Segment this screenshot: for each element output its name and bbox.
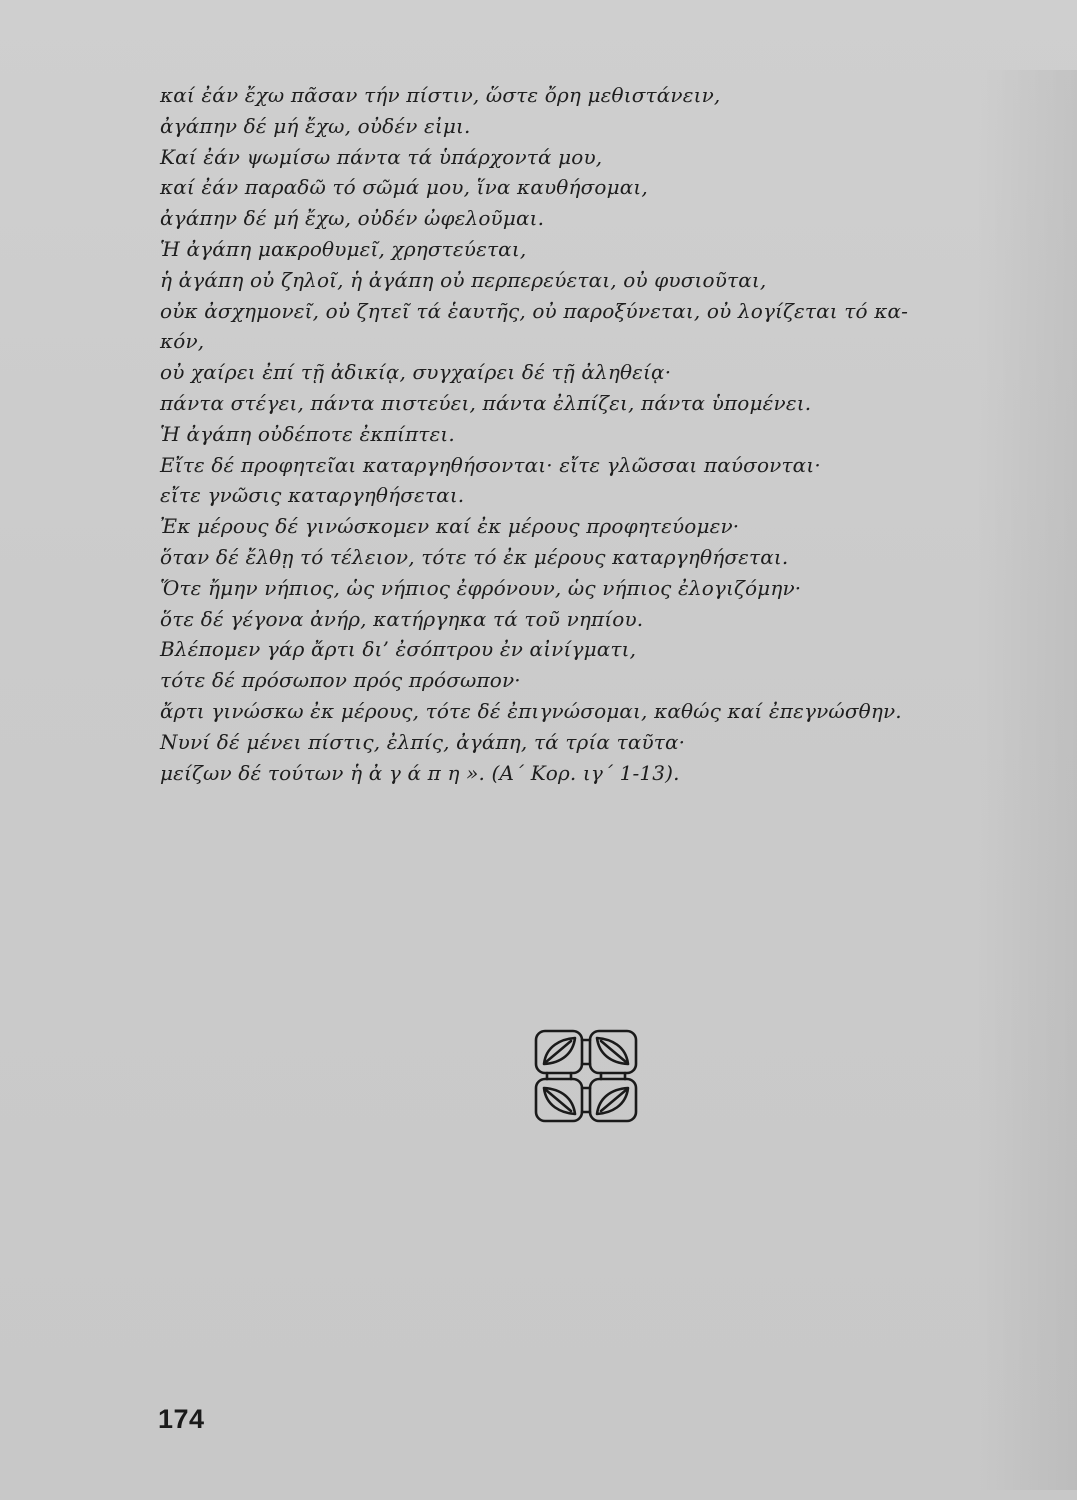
poem-line: ὅτε δέ γέγονα ἀνήρ, κατήργηκα τά τοῦ νηπίου. [160, 606, 644, 631]
poem-line: Καί ἐάν ψωμίσω πάντα τά ὑπάρχοντά μου, [160, 144, 603, 169]
poem-line: Εἴτε δέ προφητεῖαι καταργηθήσονται· εἴτε γλῶσσαι παύσονται· [160, 452, 821, 477]
poem-line: Νυνί δέ μένει πίστις, ἐλπίς, ἀγάπη, τά τρία ταῦτα· [160, 729, 686, 754]
poem-line: μείζων δέ τούτων ἡ ἀ γ ά π η ». (Α΄ Κορ. ιγ΄ 1-13). [160, 760, 680, 785]
poem-line: πάντα στέγει, πάντα πιστεύει, πάντα ἐλπίζει, πάντα ὑπομένει. [160, 390, 812, 415]
bleed-through-shadow [975, 70, 1077, 1490]
poem-line: ἀγάπην δέ μή ἔχω, οὐδέν εἰμι. [160, 113, 471, 138]
poem-line: ἄρτι γινώσκω ἐκ μέρους, τότε δέ ἐπιγνώσομαι, καθώς καί ἐπεγνώσθην. [160, 698, 902, 723]
poem-line: τότε δέ πρόσωπον πρός πρόσωπον· [160, 668, 521, 693]
poem-line: καί ἐάν ἔχω πᾶσαν τήν πίστιν, ὥστε ὄρη μεθιστάνειν, [160, 83, 721, 107]
poem-line: οὐκ ἀσχημονεῖ, οὐ ζητεῖ τά ἑαυτῆς, οὐ παροξύνεται, οὐ λογίζεται τό κα- [160, 298, 909, 323]
leaf-knot-emblem-icon [533, 1028, 639, 1124]
poem-line: ὅταν δέ ἔλθῃ τό τέλειον, τότε τό ἐκ μέρους καταργηθήσεται. [160, 544, 789, 569]
poem-line: καί ἐάν παραδῶ τό σῶμά μου, ἵνα καυθήσομαι, [160, 175, 648, 200]
poem-text-block [160, 80, 980, 788]
poem-line: οὐ χαίρει ἐπί τῇ ἀδικίᾳ, συγχαίρει δέ τῇ ἀληθείᾳ· [160, 360, 672, 385]
poem-line: ἡ ἀγάπη οὐ ζηλοῖ, ἡ ἀγάπη οὐ περπερεύεται, οὐ φυσιοῦται, [160, 267, 767, 292]
poem-line: Ἡ ἀγάπη οὐδέποτε ἐκπίπτει. [160, 421, 455, 446]
poem-line: Ἐκ μέρους δέ γινώσκομεν καί ἐκ μέρους προφητεύομεν· [160, 514, 740, 539]
page-number: 174 [158, 1404, 205, 1434]
poem-line: Βλέπομεν γάρ ἄρτι δι’ ἐσόπτρου ἐν αἰνίγματι, [160, 637, 637, 662]
poem-line: κόν, [160, 329, 205, 354]
poem-line: Ὅτε ἤμην νήπιος, ὡς νήπιος ἐφρόνουν, ὡς νήπιος ἐλογιζόμην· [160, 575, 802, 600]
poem-line: εἴτε γνῶσις καταργηθήσεται. [160, 483, 465, 508]
poem-line: Ἡ ἀγάπη μακροθυμεῖ, χρηστεύεται, [160, 236, 527, 261]
poem-line: ἀγάπην δέ μή ἔχω, οὐδέν ὠφελοῦμαι. [160, 206, 545, 231]
